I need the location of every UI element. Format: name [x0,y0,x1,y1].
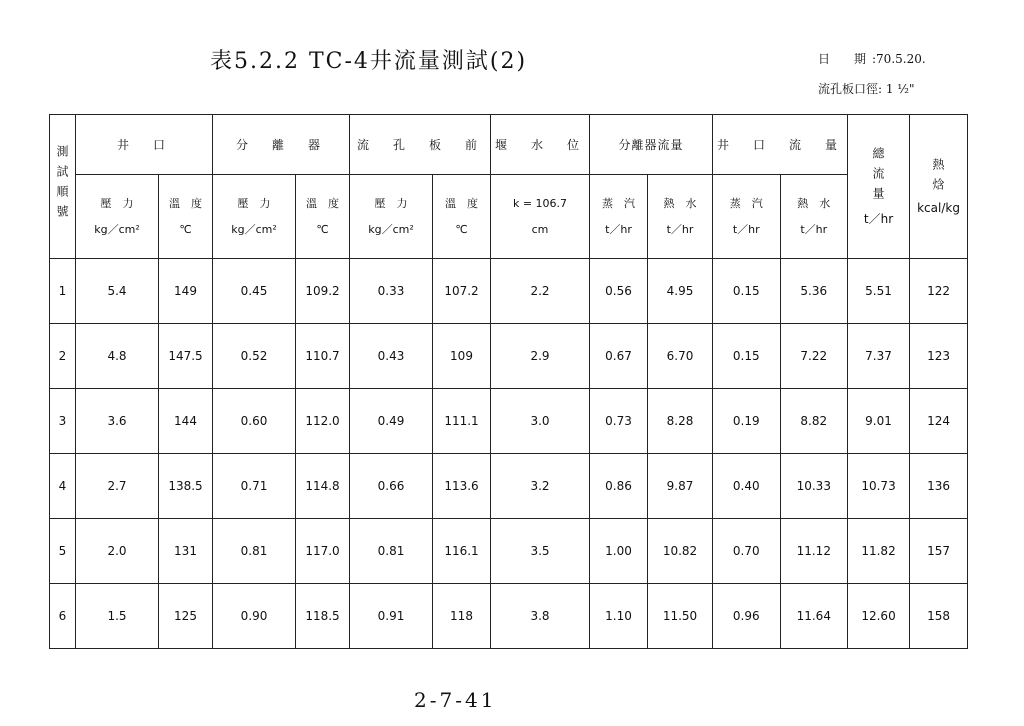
table-cell: 0.19 [713,389,781,454]
orifice-value: : 1 ½" [878,82,915,96]
table-cell: 7.22 [780,324,848,389]
table-cell: 0.66 [350,454,433,519]
table-cell: 147.5 [159,324,213,389]
table-cell: 0.70 [713,519,781,584]
table-row [50,324,968,389]
table-row [50,519,968,584]
table-cell: 8.28 [648,389,713,454]
table-cell: 10.33 [780,454,848,519]
table-cell: 0.49 [350,389,433,454]
table-cell: 144 [159,389,213,454]
table-cell: 116.1 [433,519,491,584]
orifice-label: 流孔板口徑 [818,82,879,96]
table-cell: 11.64 [780,584,848,649]
table-cell: 113.6 [433,454,491,519]
table-cell: 111.1 [433,389,491,454]
table-cell: 1.10 [590,584,648,649]
table-cell: 0.52 [213,324,296,389]
table-cell: 0.40 [713,454,781,519]
table-cell: 3 [50,389,76,454]
total-flow-header: 總流量 t／hr [848,115,910,259]
orifice-temp-header: 溫 度 ℃ [433,175,491,259]
table-cell: 8.82 [780,389,848,454]
enthalpy-header: 熱焓 kcal/kg [910,115,968,259]
table-cell: 4.8 [76,324,159,389]
table-cell: 0.60 [213,389,296,454]
table-cell: 109 [433,324,491,389]
separator-pressure-header: 壓 力 kg／cm² [213,175,296,259]
table-cell: 10.82 [648,519,713,584]
table-cell: 4.95 [648,259,713,324]
table-cell: 0.15 [713,259,781,324]
table-cell: 7.37 [848,324,910,389]
table-cell: 3.8 [491,584,590,649]
well-steam-header: 蒸 汽 t／hr [713,175,781,259]
table-cell: 2.2 [491,259,590,324]
table-cell: 0.81 [350,519,433,584]
table-cell: 2.9 [491,324,590,389]
table-cell: 112.0 [296,389,350,454]
table-cell: 118.5 [296,584,350,649]
wellhead-header: 井 口 [76,115,213,175]
table-cell: 149 [159,259,213,324]
test-no-header: 測試順號 [50,115,76,259]
table-title: 表5.2.2 TC-4井流量測試(2) [210,49,528,74]
table-cell: 1.00 [590,519,648,584]
test-date [818,50,926,67]
well-flow-header: 井 口 流 量 [713,115,848,175]
table-cell: 0.67 [590,324,648,389]
orifice-front-header: 流 孔 板 前 [350,115,491,175]
table-row [50,584,968,649]
separator-header: 分 離 器 [213,115,350,175]
table-cell: 6.70 [648,324,713,389]
table-cell: 5.51 [848,259,910,324]
table-cell: 9.87 [648,454,713,519]
table-cell: 11.82 [848,519,910,584]
well-water-header: 熱 水 t／hr [780,175,848,259]
table-cell: 157 [910,519,968,584]
table-cell: 0.81 [213,519,296,584]
table-cell: 0.56 [590,259,648,324]
table-cell: 4 [50,454,76,519]
table-cell: 110.7 [296,324,350,389]
header-row-units [50,175,968,259]
table-cell: 125 [159,584,213,649]
table-cell: 6 [50,584,76,649]
table-cell: 0.33 [350,259,433,324]
wellhead-pressure-header: 壓 力 kg／cm² [76,175,159,259]
table-cell: 3.6 [76,389,159,454]
wellhead-temp-header: 溫 度 ℃ [159,175,213,259]
orifice-pressure-header: 壓 力 kg／cm² [350,175,433,259]
table-cell: 3.5 [491,519,590,584]
date-value: :70.5.20. [872,52,926,66]
table-cell: 2.0 [76,519,159,584]
table-cell: 0.71 [213,454,296,519]
table-cell: 117.0 [296,519,350,584]
separator-flow-header: 分離器流量 [590,115,713,175]
table-cell: 2 [50,324,76,389]
table-row [50,259,968,324]
table-cell: 109.2 [296,259,350,324]
table-cell: 136 [910,454,968,519]
table-cell: 158 [910,584,968,649]
table-cell: 107.2 [433,259,491,324]
table-cell: 2.7 [76,454,159,519]
header-row-groups [50,115,968,175]
table-cell: 10.73 [848,454,910,519]
sep-steam-header: 蒸 汽 t／hr [590,175,648,259]
table-cell: 3.2 [491,454,590,519]
weir-level-header: 堰 水 位 [491,115,590,175]
sep-water-header: 熱 水 t／hr [648,175,713,259]
table-cell: 1 [50,259,76,324]
table-cell: 5.4 [76,259,159,324]
table-cell: 0.45 [213,259,296,324]
table-cell: 0.43 [350,324,433,389]
table-cell: 0.86 [590,454,648,519]
table-cell: 0.15 [713,324,781,389]
orifice-diameter [818,80,914,97]
table-row [50,454,968,519]
table-cell: 131 [159,519,213,584]
table-cell: 123 [910,324,968,389]
table-cell: 0.91 [350,584,433,649]
table-cell: 3.0 [491,389,590,454]
table-cell: 0.96 [713,584,781,649]
page-number: 2-7-41 [414,688,497,712]
table-cell: 0.90 [213,584,296,649]
table-cell: 114.8 [296,454,350,519]
flow-test-table [49,114,968,649]
table-cell: 11.12 [780,519,848,584]
table-cell: 0.73 [590,389,648,454]
table-cell: 9.01 [848,389,910,454]
separator-temp-header: 溫 度 ℃ [296,175,350,259]
table-cell: 5.36 [780,259,848,324]
date-label: 日 期 [818,52,867,66]
table-cell: 5 [50,519,76,584]
table-row [50,389,968,454]
table-cell: 118 [433,584,491,649]
table-cell: 138.5 [159,454,213,519]
table-cell: 1.5 [76,584,159,649]
table-cell: 11.50 [648,584,713,649]
table-cell: 122 [910,259,968,324]
table-cell: 12.60 [848,584,910,649]
weir-k-header: k = 106.7 cm [491,175,590,259]
table-cell: 124 [910,389,968,454]
